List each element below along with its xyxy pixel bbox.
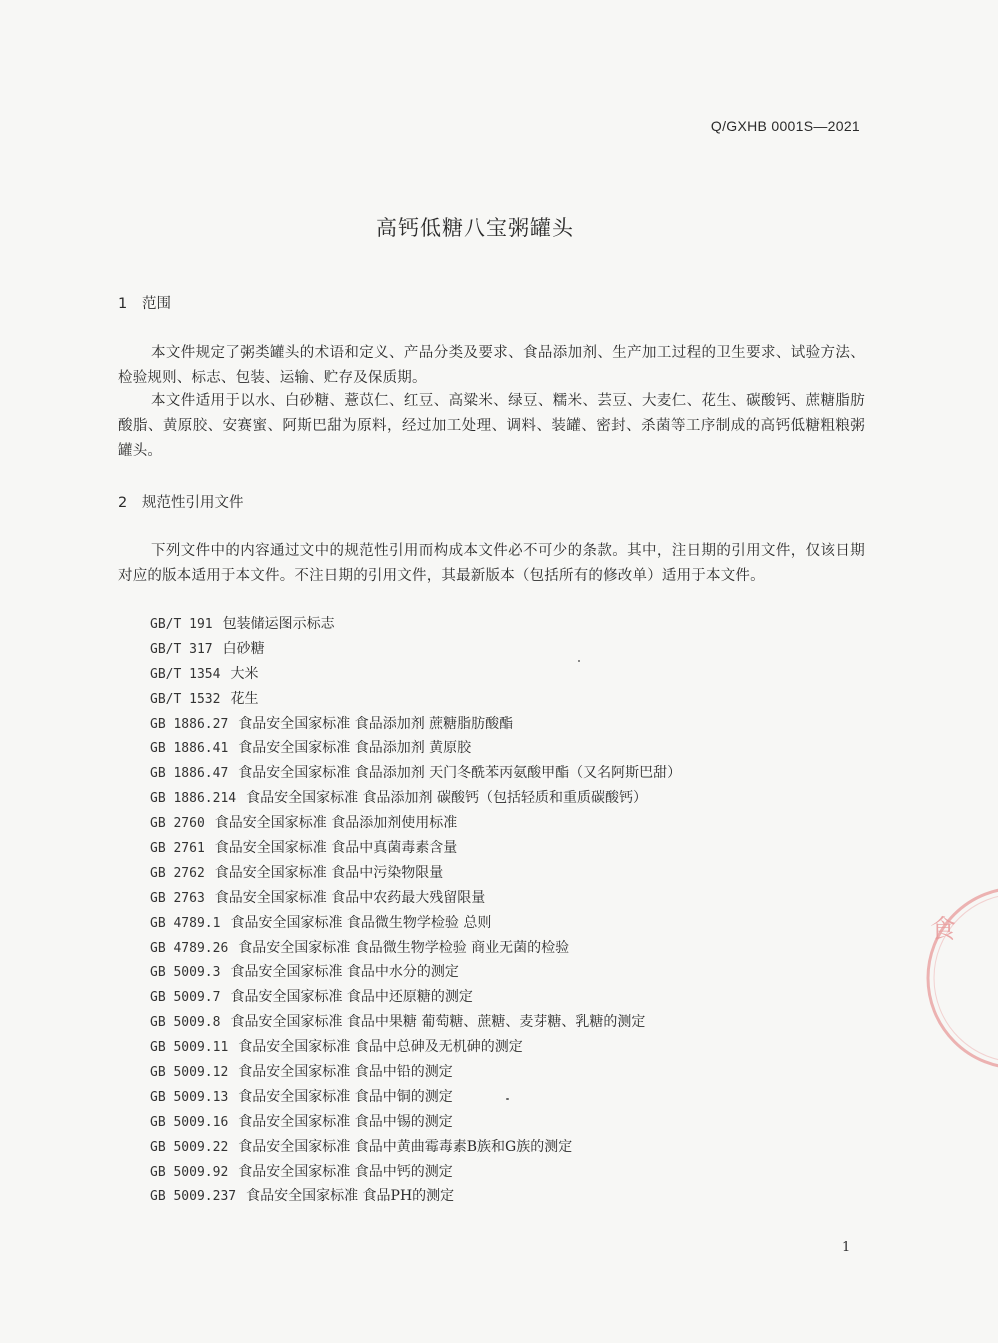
paragraph: 本文件规定了粥类罐头的术语和定义、产品分类及要求、食品添加剂、生产加工过程的卫生要求、试验方法、检验规则、标志、包装、运输、贮存及保质期。	[118, 345, 865, 386]
paragraph: 本文件适用于以水、白砂糖、薏苡仁、红豆、高粱米、绿豆、糯米、芸豆、大麦仁、花生、碳酸钙、蔗糖脂肪酸脂、黄原胶、安赛蜜、阿斯巴甜为原料，经过加工处理、调料、装罐、密封、杀菌等工序制成的高钙低糖粗粮粥罐头。	[118, 393, 865, 459]
reference-item	[150, 886, 681, 911]
scan-speck	[506, 1098, 509, 1100]
reference-title: 食品安全国家标准 食品中黄曲霉毒素B族和G族的测定	[238, 1138, 573, 1155]
reference-item	[150, 1085, 681, 1110]
reference-code: GB 4789.26	[150, 940, 229, 956]
reference-title: 食品安全国家标准 食品中污染物限量	[214, 864, 444, 881]
reference-item	[150, 662, 681, 687]
reference-item	[150, 761, 681, 786]
reference-code: GB 1886.214	[150, 791, 237, 807]
section-title: 范围	[142, 296, 171, 312]
reference-title: 食品安全国家标准 食品中铜的测定	[238, 1088, 453, 1105]
reference-list	[150, 612, 681, 1209]
reference-title: 食品安全国家标准 食品中真菌毒素含量	[214, 840, 458, 857]
reference-title: 食品安全国家标准 食品添加剂使用标准	[214, 815, 458, 832]
reference-code: GB 5009.12	[150, 1065, 229, 1081]
reference-title: 食品安全国家标准 食品微生物学检验 总则	[230, 914, 492, 931]
document-title: 高钙低糖八宝粥罐头	[376, 216, 574, 240]
reference-item	[150, 936, 681, 961]
reference-item	[150, 712, 681, 737]
standard-code: Q/GXHB 0001S—2021	[710, 118, 860, 134]
reference-code: GB 5009.16	[150, 1114, 229, 1130]
reference-code: GB/T 317	[150, 641, 213, 657]
page-number: 1	[842, 1240, 851, 1255]
section-number: 1	[118, 296, 128, 312]
reference-title: 食品安全国家标准 食品中钙的测定	[238, 1163, 453, 1180]
reference-code: GB 1886.27	[150, 716, 229, 732]
reference-title: 食品安全国家标准 食品中农药最大残留限量	[214, 889, 486, 906]
reference-code: GB/T 191	[150, 617, 213, 632]
reference-title: 食品安全国家标准 食品微生物学检验 商业无菌的检验	[238, 939, 570, 956]
reference-item	[150, 836, 681, 861]
reference-title: 食品安全国家标准 食品添加剂 蔗糖脂肪酸酯	[238, 715, 514, 732]
reference-title: 大米	[230, 665, 259, 682]
svg-text:食: 食	[930, 915, 957, 945]
reference-title: 白砂糖	[222, 640, 265, 657]
reference-code: GB 5009.11	[150, 1040, 229, 1056]
reference-item	[150, 1035, 681, 1060]
reference-title: 花生	[230, 690, 259, 707]
reference-code: GB 2763	[150, 890, 205, 906]
reference-title: 食品安全国家标准 食品中果糖 葡萄糖、蔗糖、麦芽糖、乳糖的测定	[230, 1014, 646, 1031]
reference-title: 食品安全国家标准 食品中总砷及无机砷的测定	[238, 1039, 523, 1056]
reference-code: GB 5009.237	[150, 1189, 237, 1205]
paragraph: 下列文件中的内容通过文中的规范性引用而构成本文件必不可少的条款。其中，注日期的引用文件，仅该日期对应的版本适用于本文件。不注日期的引用文件，其最新版本（包括所有的修改单）适用于本文件。	[118, 543, 865, 584]
reference-code: GB 5009.13	[150, 1089, 229, 1105]
reference-code: GB 5009.7	[150, 990, 221, 1006]
reference-code: GB 5009.92	[150, 1164, 229, 1180]
section-number: 2	[118, 495, 128, 511]
reference-item	[150, 1184, 681, 1209]
reference-title: 食品安全国家标准 食品中铅的测定	[238, 1064, 453, 1081]
reference-title: 食品安全国家标准 食品PH的测定	[246, 1188, 455, 1205]
seal-stamp-icon	[918, 868, 998, 1088]
reference-item	[150, 612, 681, 637]
reference-title: 食品安全国家标准 食品添加剂 黄原胶	[238, 740, 472, 757]
reference-code: GB 4789.1	[150, 915, 221, 931]
reference-item	[150, 637, 681, 662]
reference-title: 食品安全国家标准 食品中还原糖的测定	[230, 989, 473, 1006]
reference-item	[150, 687, 681, 712]
reference-code: GB/T 1532	[150, 691, 221, 707]
reference-title: 食品安全国家标准 食品添加剂 天门冬酰苯丙氨酸甲酯（又名阿斯巴甜）	[238, 765, 682, 782]
reference-item	[150, 811, 681, 836]
reference-code: GB 2761	[150, 841, 205, 857]
reference-title: 食品安全国家标准 食品中锡的测定	[238, 1113, 453, 1130]
reference-title: 食品安全国家标准 食品中水分的测定	[230, 964, 459, 981]
reference-item	[150, 911, 681, 936]
reference-item	[150, 736, 681, 761]
reference-item	[150, 985, 681, 1010]
scan-speck	[578, 660, 580, 662]
reference-title: 食品安全国家标准 食品添加剂 碳酸钙（包括轻质和重质碳酸钙）	[246, 790, 647, 807]
section-heading-normative-references	[118, 491, 244, 512]
reference-item	[150, 1110, 681, 1135]
section-title: 规范性引用文件	[142, 495, 244, 511]
reference-code: GB 5009.22	[150, 1139, 229, 1155]
reference-item	[150, 1160, 681, 1185]
reference-item	[150, 786, 681, 811]
reference-code: GB 1886.41	[150, 741, 229, 757]
reference-title: 包装储运图示标志	[222, 616, 335, 632]
reference-code: GB 2762	[150, 865, 205, 881]
reference-item	[150, 960, 681, 985]
reference-code: GB/T 1354	[150, 666, 221, 682]
reference-item	[150, 1060, 681, 1085]
reference-item	[150, 861, 681, 886]
reference-item	[150, 1135, 681, 1160]
reference-code: GB 1886.47	[150, 766, 229, 782]
section-heading-scope	[118, 292, 171, 313]
reference-item	[150, 1010, 681, 1035]
reference-code: GB 2760	[150, 816, 205, 832]
reference-code: GB 5009.8	[150, 1015, 221, 1031]
reference-code: GB 5009.3	[150, 965, 221, 981]
